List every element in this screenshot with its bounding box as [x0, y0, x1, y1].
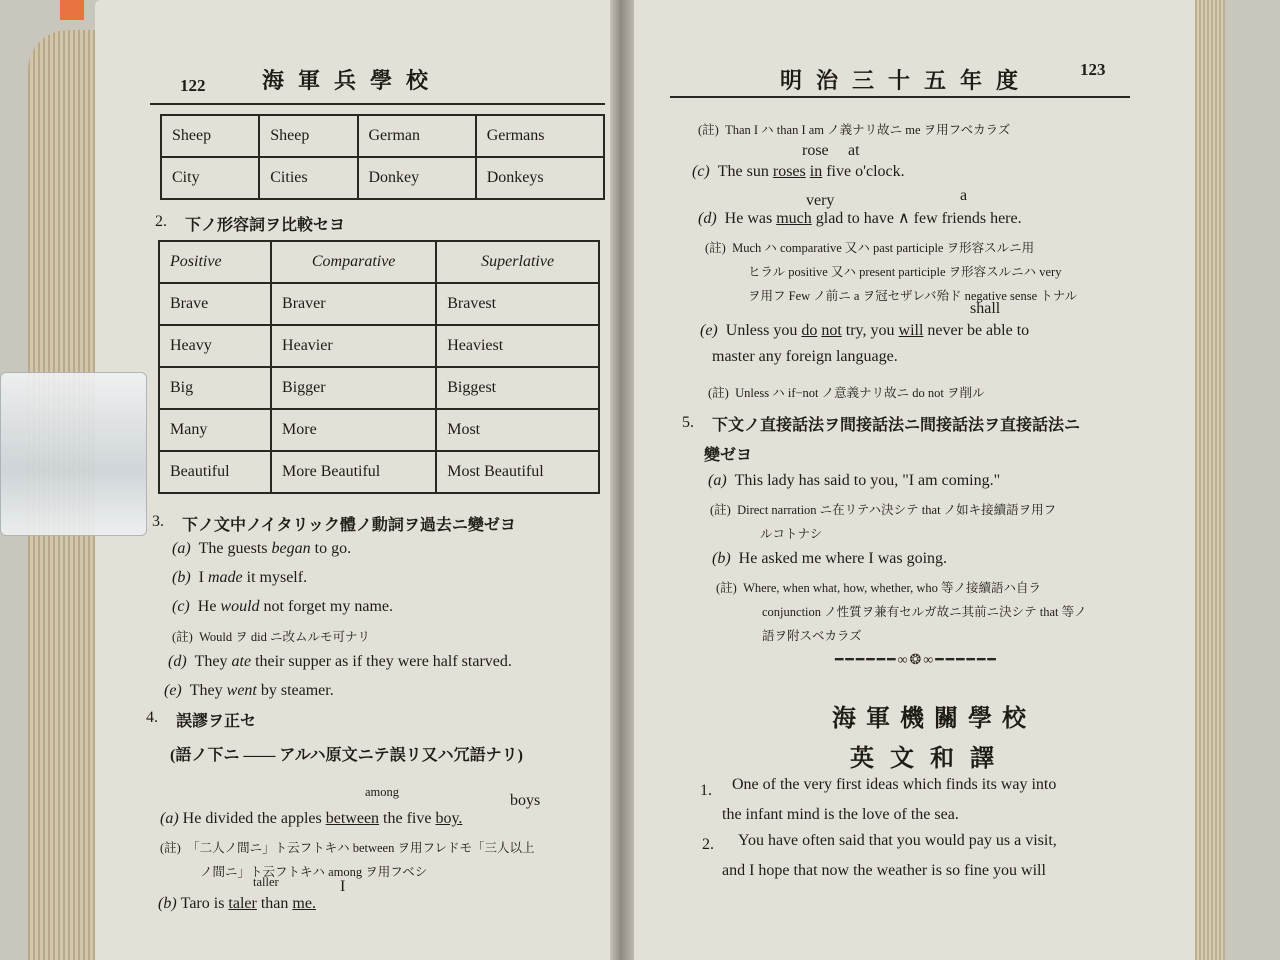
- d-note-line2: ヒラル positive 又ハ present participle ヲ形容スルニハ very: [748, 265, 1062, 279]
- q4-note-line1: [160, 838, 534, 856]
- item-label: (a): [708, 472, 727, 489]
- ornament-divider: ━━━━━━∞❂∞━━━━━━: [835, 653, 998, 668]
- note-label: (註): [705, 241, 726, 255]
- column-header: Superlative: [436, 241, 599, 283]
- note-top: [698, 120, 1010, 138]
- page-header-left: 海軍兵學校: [262, 68, 443, 93]
- item-text: They: [189, 682, 227, 699]
- item-label: (d): [168, 653, 187, 670]
- item-text: it myself.: [242, 569, 308, 586]
- correction-at: at: [848, 142, 860, 159]
- item-c: [692, 163, 905, 181]
- table-cell: Most: [436, 409, 599, 451]
- item-label: (a): [172, 540, 191, 557]
- note-text: Direct narration ニ在リテハ決シテ that ノ如キ接續語ヲ用フ: [737, 503, 1057, 517]
- item-text: by steamer.: [256, 682, 334, 699]
- item-verb: made: [207, 569, 243, 586]
- error-word: in: [809, 163, 823, 180]
- page-header-right: 明治三十五年度: [780, 68, 1033, 93]
- error-word: do: [801, 322, 818, 339]
- note-label: (註): [716, 581, 737, 595]
- note-text: Unless ハ if−not ノ意義ナリ故ニ do not ヲ削ル: [735, 386, 985, 400]
- item-text: I: [198, 569, 208, 586]
- item-label: (c): [172, 598, 190, 615]
- item-label: (e): [164, 682, 182, 699]
- correction-I: I: [340, 878, 346, 895]
- q5b-note-line1: [716, 578, 1041, 596]
- item-text: Unless you: [725, 322, 802, 339]
- q3-item-c: [172, 598, 393, 616]
- item-label: (c): [692, 163, 710, 180]
- error-word: not: [821, 322, 842, 339]
- note-label: (註): [172, 630, 193, 644]
- item-label: (e): [700, 322, 718, 339]
- question-5-text: 下文ノ直接話法ヲ間接話法ニ間接話法ヲ直接話法ニ: [712, 417, 1081, 434]
- item-e: [700, 322, 1029, 340]
- note-label: (註): [698, 123, 719, 137]
- book-gutter: [610, 0, 634, 960]
- item-text: This lady has said to you, "I am coming.": [734, 472, 1001, 489]
- translation-1-line2: the infant mind is the love of the sea.: [722, 806, 959, 823]
- item-text: The sun: [717, 163, 773, 180]
- plural-table: [160, 114, 605, 200]
- q4-note-line2: ノ間ニ」ト云フトキハ among ヲ用フベシ: [200, 865, 428, 879]
- page-clip: [0, 372, 147, 536]
- table-cell: Brave: [159, 283, 271, 325]
- question-number: 5.: [682, 414, 694, 431]
- note-text: 「二人ノ間ニ」ト云フトキハ between ヲ用フレドモ「三人以上: [187, 841, 535, 855]
- table-cell: Many: [159, 409, 271, 451]
- bookmark-tab: [60, 0, 84, 20]
- question-4-instruction: (語ノ下ニ —— アルハ原文ニテ誤リ又ハ冗語ナリ): [170, 747, 523, 764]
- item-text: five o'clock.: [822, 163, 905, 180]
- table-cell: Germans: [476, 115, 604, 157]
- item-text: He: [197, 598, 221, 615]
- correction-among: among: [365, 785, 400, 799]
- error-word: boy.: [435, 810, 463, 827]
- item-5b: [712, 550, 947, 568]
- question-2-text: 下ノ形容詞ヲ比較セヨ: [185, 217, 346, 234]
- q5b-note-line2: conjunction ノ性質ヲ兼有セルガ故ニ其前ニ決シテ that 等ノ: [762, 605, 1087, 619]
- note-text: Would ヲ did ニ改ムルモ可ナリ: [199, 630, 370, 644]
- q3-item-e: [164, 682, 334, 700]
- table-cell: Big: [159, 367, 271, 409]
- table-cell: More Beautiful: [271, 451, 436, 493]
- table-cell: Heavier: [271, 325, 436, 367]
- note-label: (註): [160, 841, 181, 855]
- item-text: the five: [379, 810, 436, 827]
- correction-taller: taller: [253, 875, 279, 889]
- table-cell: Heavy: [159, 325, 271, 367]
- question-number: 2.: [155, 213, 167, 230]
- item-text: never be able to: [923, 322, 1030, 339]
- translation-2-line2: and I hope that now the weather is so fine you will: [722, 862, 1046, 879]
- table-cell: Sheep: [259, 115, 357, 157]
- item-text: not forget my name.: [259, 598, 393, 615]
- question-4-text: 誤謬ヲ正セ: [176, 713, 257, 730]
- d-note-line1: [705, 238, 1034, 256]
- table-cell: German: [358, 115, 476, 157]
- table-cell: Biggest: [436, 367, 599, 409]
- table-row: [159, 409, 599, 451]
- q3-item-a: [172, 540, 351, 558]
- note-text: Than I ハ than I am ノ義ナリ故ニ me ヲ用フベカラズ: [725, 123, 1011, 137]
- q3-item-b: [172, 569, 307, 587]
- item-text: glad to have ∧ few friends here.: [811, 210, 1022, 227]
- item-verb: went: [226, 682, 257, 699]
- error-word: between: [325, 810, 380, 827]
- note-text: Much ハ comparative 又ハ past participle ヲ形容スルニ用: [732, 241, 1035, 255]
- table-row: [159, 367, 599, 409]
- correction-very: very: [806, 192, 835, 209]
- table-cell: Donkeys: [476, 157, 604, 199]
- correction-boys: boys: [510, 792, 541, 809]
- table-row: [159, 451, 599, 493]
- page-number-left: 122: [180, 76, 206, 95]
- d-note-line3: ヲ用フ Few ノ前ニ a ヲ冠セザレバ殆ド negative sense トナル: [748, 289, 1078, 303]
- section-title: 英文和譯: [850, 746, 1010, 772]
- column-header: Comparative: [271, 241, 436, 283]
- table-row: [161, 157, 604, 199]
- item-label: (a): [160, 810, 179, 827]
- correction-a: a: [960, 187, 968, 204]
- table-cell: Heaviest: [436, 325, 599, 367]
- q5b-note-line3: 語ヲ附スベカラズ: [762, 629, 862, 643]
- q4-item-a: [160, 810, 462, 828]
- item-e-line2: master any foreign language.: [712, 348, 898, 365]
- table-cell: Donkey: [358, 157, 476, 199]
- table-cell: Beautiful: [159, 451, 271, 493]
- error-word: much: [776, 210, 812, 227]
- school-title: 海軍機關學校: [832, 706, 1036, 732]
- item-verb: would: [220, 598, 260, 615]
- item-verb: ate: [231, 653, 252, 670]
- item-text: to go.: [310, 540, 352, 557]
- e-note: [708, 383, 985, 401]
- q3-note: [172, 627, 370, 645]
- item-text: try, you: [841, 322, 899, 339]
- header-rule-right: [670, 96, 1130, 98]
- item-text: Taro is: [180, 895, 229, 912]
- item-d: [698, 208, 1022, 228]
- page-edges-right: [1195, 0, 1225, 960]
- table-cell: City: [161, 157, 259, 199]
- item-text: than: [256, 895, 293, 912]
- correction-rose: rose: [802, 142, 829, 159]
- column-header: Positive: [159, 241, 271, 283]
- error-word: roses: [772, 163, 806, 180]
- q4-item-b: [158, 895, 316, 913]
- translation-1-line1: One of the very first ideas which finds its way into: [732, 776, 1057, 793]
- note-text: Where, when what, how, whether, who 等ノ接續語ハ自ラ: [743, 581, 1042, 595]
- item-label: (d): [698, 210, 717, 227]
- q5a-note-line2: ルコトナシ: [760, 527, 823, 541]
- question-number: 1.: [700, 782, 712, 799]
- item-text: He asked me where I was going.: [738, 550, 948, 567]
- note-label: (註): [710, 503, 731, 517]
- item-text: He was: [724, 210, 777, 227]
- table-row: [161, 115, 604, 157]
- comparison-table: [158, 240, 600, 494]
- question-3-text: 下ノ文中ノイタリック體ノ動詞ヲ過去ニ變ゼヨ: [182, 517, 516, 534]
- question-5-text-line2: 變ゼヨ: [704, 447, 753, 464]
- item-label: (b): [712, 550, 731, 567]
- error-word: will: [898, 322, 924, 339]
- item-text: They: [194, 653, 232, 670]
- translation-2-line1: You have often said that you would pay us a visit,: [738, 832, 1057, 849]
- q3-item-d: [168, 653, 512, 671]
- item-verb: began: [271, 540, 311, 557]
- correction-shall: shall: [970, 300, 1001, 317]
- table-cell: More: [271, 409, 436, 451]
- page-number-right: 123: [1080, 60, 1106, 79]
- table-cell: Sheep: [161, 115, 259, 157]
- table-row: [159, 283, 599, 325]
- table-header-row: [159, 241, 599, 283]
- question-number: 3.: [152, 513, 164, 530]
- error-word: taler: [228, 895, 257, 912]
- question-number: 4.: [146, 709, 158, 726]
- item-5a: [708, 472, 1000, 490]
- question-number: 2.: [702, 836, 714, 853]
- item-text: He divided the apples: [182, 810, 326, 827]
- item-text: their supper as if they were half starved.: [251, 653, 512, 670]
- table-cell: Cities: [259, 157, 357, 199]
- note-label: (註): [708, 386, 729, 400]
- header-rule-left: [150, 103, 605, 105]
- item-text: The guests: [198, 540, 272, 557]
- item-label: (b): [172, 569, 191, 586]
- table-cell: Braver: [271, 283, 436, 325]
- table-row: [159, 325, 599, 367]
- table-cell: Most Beautiful: [436, 451, 599, 493]
- q5a-note-line1: [710, 500, 1056, 518]
- table-cell: Bigger: [271, 367, 436, 409]
- error-word: me.: [292, 895, 316, 912]
- item-label: (b): [158, 895, 177, 912]
- table-cell: Bravest: [436, 283, 599, 325]
